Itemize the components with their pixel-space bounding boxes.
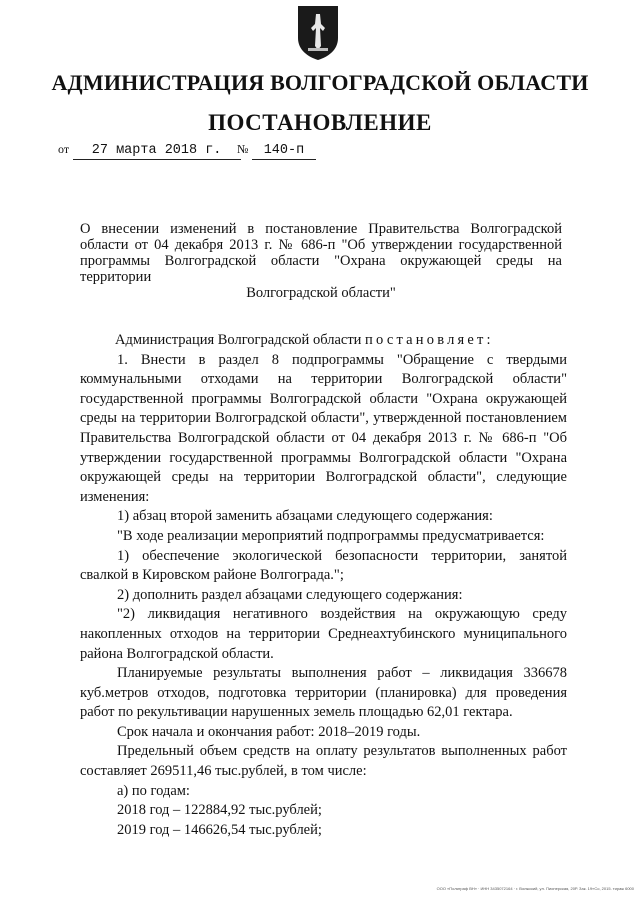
- document-number: [237, 142, 316, 160]
- organization-title: АДМИНИСТРАЦИЯ ВОЛГОГРАДСКОЙ ОБЛАСТИ: [51, 70, 589, 95]
- document-date: [58, 142, 241, 160]
- date-prefix: от: [58, 142, 70, 156]
- body-paragraph: 2018 год – 122884,92 тыс.рублей;: [117, 802, 322, 819]
- body-paragraph: 2019 год – 146626,54 тыс.рублей;: [117, 821, 322, 838]
- date-value: 27 марта 2018 г.: [73, 143, 241, 160]
- body-paragraph: Предельный объем средств на оплату результатов выполненных работ составляет 269511,46 тыс.рублей, в том числе:: [80, 743, 567, 780]
- body-paragraph: а) по годам:: [117, 782, 190, 799]
- document-subject-heading: [80, 221, 562, 301]
- intro-resolves: постановляет:: [365, 332, 494, 348]
- printer-footer: ООО «Полиграф ВН» · ИНН 3435072164 · г. Волжский, ул. Пионерская, 20Р. Зак. 19«Со, 2015. тираж 6000: [436, 886, 634, 891]
- body-paragraph: 2) дополнить раздел абзацами следующего содержания:: [117, 586, 463, 603]
- body-paragraph: Планируемые результаты выполнения работ – ликвидация 336678 куб.метров отходов, подготовка территории (планировка) для проведения работ по рекультивации нарушенных земель площадью 62,01 гектара.: [80, 665, 567, 721]
- number-prefix: №: [237, 142, 249, 156]
- intro-paragraph: [80, 331, 567, 351]
- coat-of-arms-emblem: [296, 4, 340, 62]
- body-paragraph: 1) абзац второй заменить абзацами следующего содержания:: [117, 508, 493, 525]
- heading-last-line: Волгоградской области": [246, 285, 396, 301]
- body-paragraph: 1. Внести в раздел 8 подпрограммы "Обращение с твердыми коммунальными отходами на территории Волгоградской области" государственной программы Волгоградской области "Охрана окружающей среды на территории Волгоградской области", утвержденной постановлением Правительства Волгоградской области от 04 декабря 2013 г. № 686-п "Об утверждении государственной программы Волгоградской области "Охрана окружающей среды на территории Волгоградской области", следующие изменения:: [80, 351, 567, 505]
- document-type-title: ПОСТАНОВЛЕНИЕ: [208, 110, 432, 135]
- number-value: 140-п: [252, 143, 316, 160]
- body-paragraph: 1) обеспечение экологической безопасности территории, занятой свалкой в Кировском районе Волгограда.";: [80, 547, 567, 584]
- intro-text: Администрация Волгоградской области: [115, 332, 366, 348]
- heading-text: О внесении изменений в постановление Правительства Волгоградской области от 04 декабря 2013 г. № 686-п "Об утверждении государственной программы Волгоградской области "Охрана окружающей среды на территории: [80, 221, 562, 285]
- body-paragraph: "В ходе реализации мероприятий подпрограммы предусматривается:: [117, 527, 545, 544]
- body-paragraph: "2) ликвидация негативного воздействия на окружающую среду накопленных отходов на территории Среднеахтубинского муниципального района Волгоградской области.: [80, 606, 567, 662]
- document-body: [80, 331, 567, 840]
- body-paragraph: Срок начала и окончания работ: 2018–2019 годы.: [117, 723, 421, 740]
